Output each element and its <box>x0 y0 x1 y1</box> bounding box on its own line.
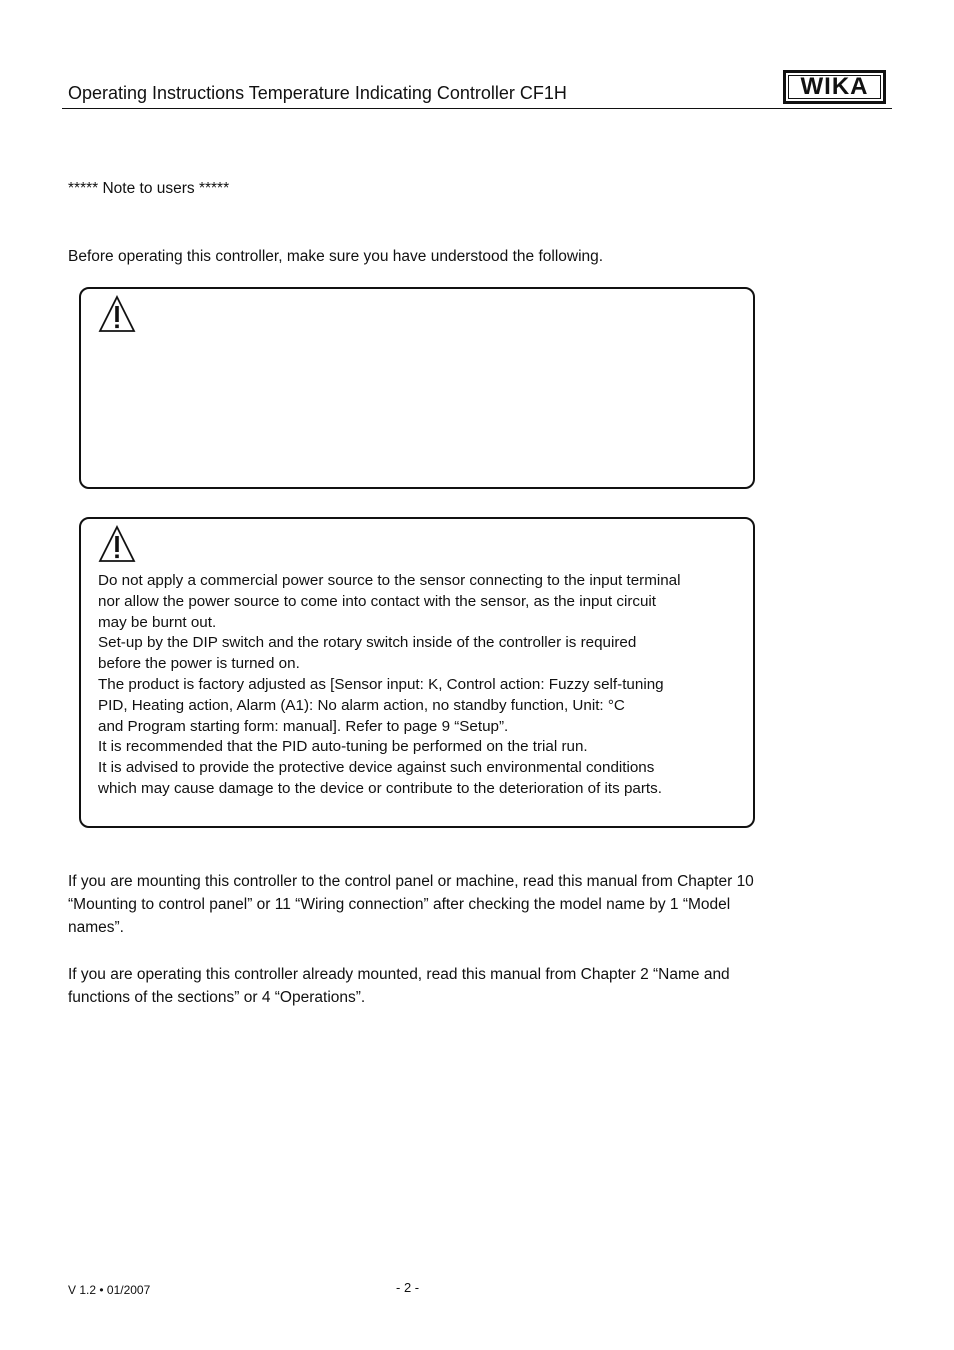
caution-line: Set-up by the DIP switch and the rotary switch inside of the controller is required <box>98 634 637 652</box>
intro-text: Before operating this controller, make sure you have understood the following. <box>68 248 604 265</box>
wika-logo <box>783 70 886 104</box>
document-title: Operating Instructions Temperature Indicating Controller CF1H <box>68 83 567 103</box>
warning-box <box>79 287 755 489</box>
footer-version: V 1.2 • 01/2007 <box>68 1283 151 1297</box>
warning-triangle-icon <box>98 295 136 333</box>
caution-box <box>79 517 755 828</box>
caution-line: It is recommended that the PID auto-tuning be performed on the trial run. <box>98 738 588 756</box>
caution-line: which may cause damage to the device or contribute to the deterioration of its parts. <box>98 779 662 797</box>
mounting-paragraph: If you are mounting this controller to the control panel or machine, read this manual from Chapter 10 “Mounting to control panel” or 11 “Wiring connection” after checking the model name by 1 “Model names”. <box>68 873 754 936</box>
header-divider <box>62 108 892 109</box>
note-heading: ***** Note to users ***** <box>68 180 230 197</box>
caution-line: before the power is turned on. <box>98 655 300 673</box>
caution-line: PID, Heating action, Alarm (A1): No alarm action, no standby function, Unit: °C <box>98 696 625 714</box>
caution-line: nor allow the power source to come into contact with the sensor, as the input circuit <box>98 592 657 610</box>
caution-line: It is advised to provide the protective device against such environmental conditions <box>98 759 655 777</box>
caution-line: and Program starting form: manual]. Refer to page 9 “Setup”. <box>98 717 509 735</box>
warning-triangle-icon <box>98 525 136 563</box>
caution-text <box>98 571 750 800</box>
operating-paragraph: If you are operating this controller already mounted, read this manual from Chapter 2 “Name and functions of the sections” or 4 “Operations”. <box>68 966 730 1006</box>
caution-line: The product is factory adjusted as [Sensor input: K, Control action: Fuzzy self-tuning <box>98 675 664 693</box>
caution-line: may be burnt out. <box>98 613 217 631</box>
caution-line: Do not apply a commercial power source to the sensor connecting to the input terminal <box>98 572 681 589</box>
logo-text: WIKA <box>800 73 869 100</box>
page-number: - 2 - <box>396 1280 420 1295</box>
